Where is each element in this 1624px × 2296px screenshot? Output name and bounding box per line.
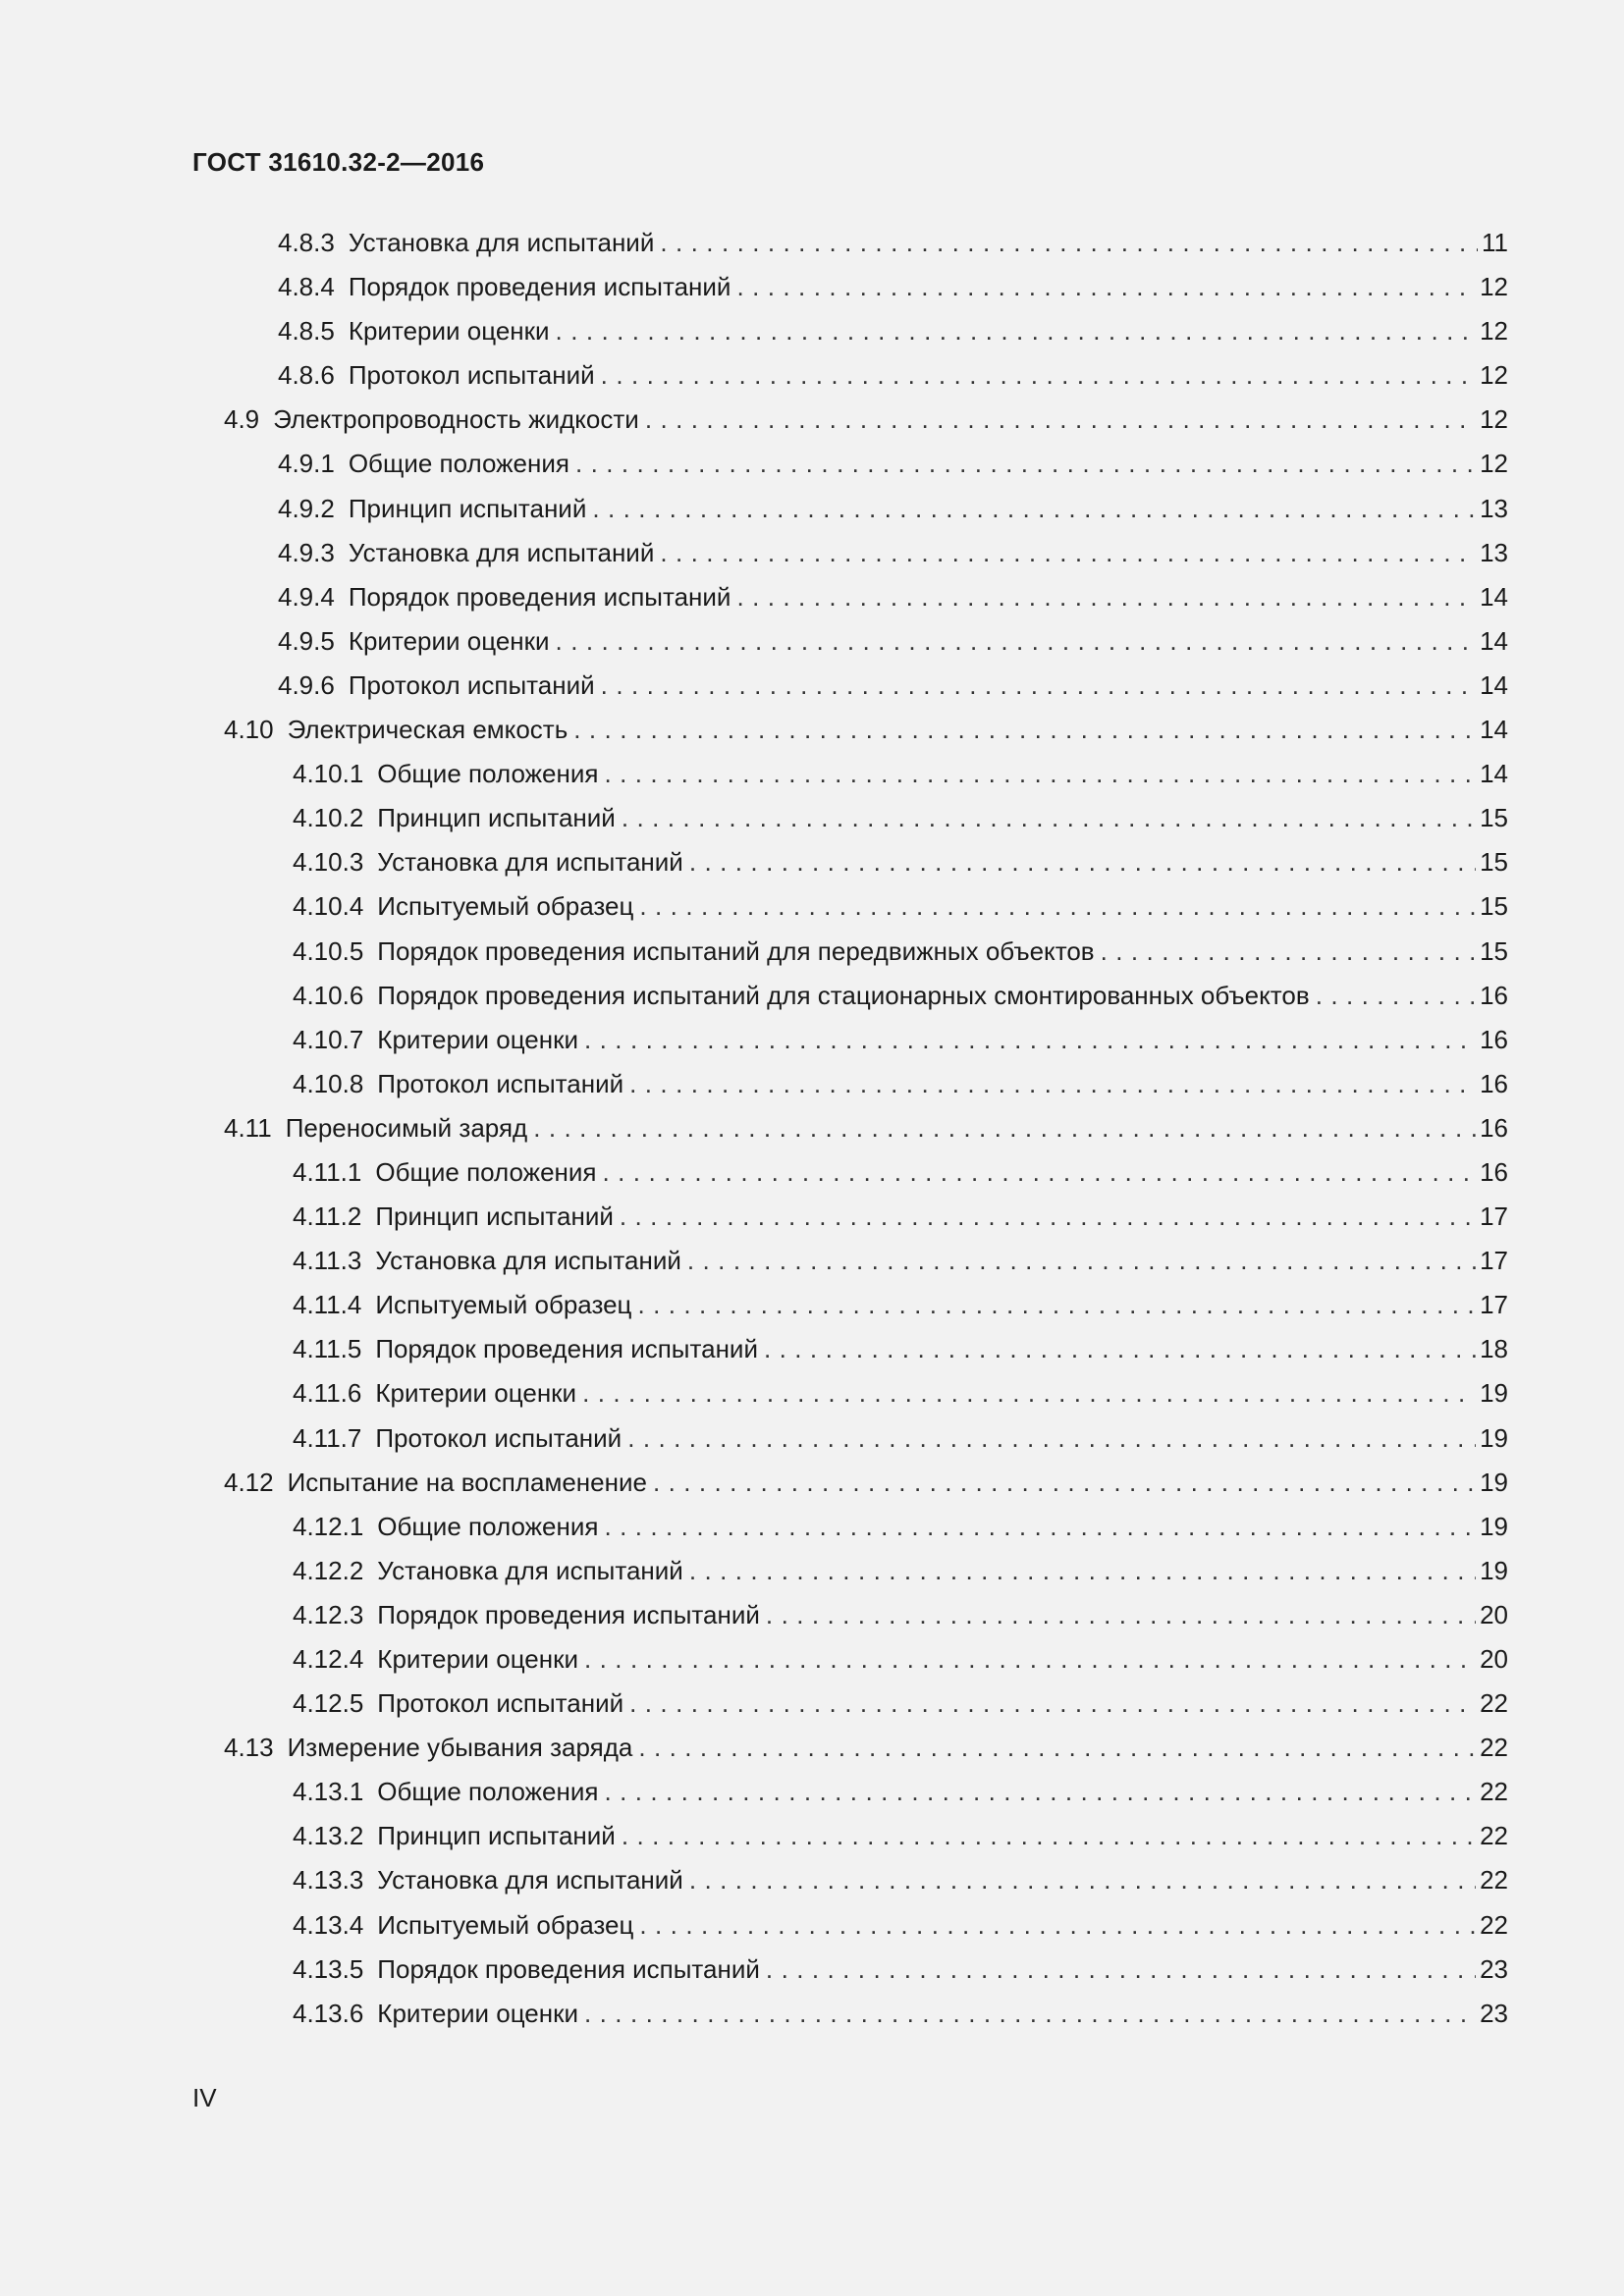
toc-dot-leader bbox=[573, 708, 1476, 752]
toc-entry[interactable] bbox=[192, 1814, 1508, 1858]
toc-entry[interactable] bbox=[192, 1327, 1508, 1371]
toc-entry-page: 16 bbox=[1480, 980, 1508, 1010]
toc-dot-leader bbox=[629, 1682, 1476, 1726]
toc-entry-page: 15 bbox=[1480, 803, 1508, 833]
toc-dot-leader bbox=[639, 1903, 1476, 1948]
toc-entry-number: 4.10.4 bbox=[293, 891, 364, 922]
toc-entry-page: 22 bbox=[1480, 1777, 1508, 1807]
toc-entry[interactable] bbox=[192, 664, 1508, 708]
toc-entry-page: 12 bbox=[1480, 360, 1508, 391]
toc-entry-page: 14 bbox=[1480, 715, 1508, 745]
toc-entry-page: 13 bbox=[1480, 537, 1508, 567]
toc-dot-leader bbox=[1316, 974, 1476, 1018]
toc-entry-number: 4.13.6 bbox=[293, 1998, 364, 2028]
toc-entry-number: 4.13.5 bbox=[293, 1953, 364, 1984]
toc-dot-leader bbox=[604, 1770, 1476, 1814]
toc-entry-number: 4.12 bbox=[224, 1467, 274, 1497]
toc-entry-number: 4.11 bbox=[224, 1112, 272, 1143]
toc-entry-title: Принцип испытаний bbox=[377, 803, 616, 833]
toc-entry-title: Порядок проведения испытаний bbox=[348, 272, 731, 302]
toc-entry-number: 4.8.3 bbox=[278, 228, 335, 257]
toc-entry-title: Установка для испытаний bbox=[377, 847, 683, 878]
toc-entry[interactable] bbox=[192, 575, 1508, 619]
toc-dot-leader bbox=[584, 1992, 1476, 2036]
toc-entry[interactable] bbox=[192, 487, 1508, 531]
toc-entry-title: Электрическая емкость bbox=[287, 715, 568, 745]
toc-dot-leader bbox=[620, 1195, 1476, 1239]
toc-dot-leader bbox=[637, 1283, 1476, 1327]
toc-entry-title: Установка для испытаний bbox=[375, 1246, 681, 1276]
toc-entry[interactable] bbox=[192, 1858, 1508, 1902]
toc-entry-number: 4.12.4 bbox=[293, 1644, 364, 1674]
toc-entry-page: 19 bbox=[1480, 1467, 1508, 1497]
toc-entry-page: 12 bbox=[1480, 272, 1508, 302]
toc-entry[interactable] bbox=[192, 265, 1508, 309]
toc-entry-title: Протокол испытаний bbox=[348, 360, 595, 391]
toc-entry-page: 16 bbox=[1480, 1156, 1508, 1187]
toc-entry[interactable] bbox=[192, 1948, 1508, 1992]
toc-entry-page: 15 bbox=[1480, 891, 1508, 922]
toc-entry-title: Критерии оценки bbox=[375, 1378, 577, 1409]
toc-dot-leader bbox=[575, 442, 1476, 486]
toc-entry[interactable] bbox=[192, 796, 1508, 840]
toc-entry-number: 4.9.2 bbox=[278, 493, 335, 523]
toc-entry-number: 4.10.3 bbox=[293, 847, 364, 878]
toc-entry-title: Переносимый заряд bbox=[285, 1112, 528, 1143]
toc-entry-title: Установка для испытаний bbox=[377, 1555, 683, 1585]
toc-entry[interactable] bbox=[192, 353, 1508, 398]
toc-entry[interactable] bbox=[192, 619, 1508, 664]
toc-entry-number: 4.10.5 bbox=[293, 935, 364, 966]
toc-entry[interactable] bbox=[192, 1062, 1508, 1106]
toc-dot-leader bbox=[639, 884, 1476, 929]
toc-dot-leader bbox=[556, 619, 1477, 664]
toc-entry-page: 16 bbox=[1480, 1068, 1508, 1098]
toc-entry-number: 4.11.4 bbox=[293, 1290, 362, 1320]
page-number: IV bbox=[192, 2083, 217, 2112]
toc-dot-leader bbox=[764, 1327, 1476, 1371]
toc-entry[interactable] bbox=[192, 1150, 1508, 1195]
toc-dot-leader bbox=[622, 796, 1476, 840]
toc-entry-page: 12 bbox=[1480, 449, 1508, 479]
toc-entry-title: Электропроводность жидкости bbox=[273, 404, 639, 435]
toc-entry[interactable] bbox=[192, 1461, 1508, 1505]
toc-dot-leader bbox=[689, 840, 1476, 884]
toc-dot-leader bbox=[689, 1549, 1476, 1593]
toc-entry-title: Протокол испытаний bbox=[377, 1688, 624, 1719]
toc-entry-title: Установка для испытаний bbox=[377, 1865, 683, 1896]
toc-dot-leader bbox=[584, 1637, 1476, 1682]
toc-entry-number: 4.10.2 bbox=[293, 803, 364, 833]
toc-entry[interactable] bbox=[192, 1992, 1508, 2036]
toc-dot-leader bbox=[689, 1858, 1476, 1902]
toc-entry-page: 22 bbox=[1480, 1821, 1508, 1851]
toc-entry-number: 4.12.1 bbox=[293, 1511, 364, 1541]
toc-dot-leader bbox=[622, 1814, 1476, 1858]
toc-entry-title: Общие положения bbox=[375, 1156, 597, 1187]
toc-entry-title: Протокол испытаний bbox=[377, 1068, 624, 1098]
toc-entry-page: 13 bbox=[1480, 493, 1508, 523]
toc-entry-number: 4.11.1 bbox=[293, 1156, 362, 1187]
toc-entry-title: Измерение убывания заряда bbox=[287, 1733, 633, 1763]
toc-entry-number: 4.8.4 bbox=[278, 272, 335, 302]
toc-entry-page: 17 bbox=[1480, 1290, 1508, 1320]
toc-entry-number: 4.11.6 bbox=[293, 1378, 362, 1409]
toc-entry-number: 4.9.3 bbox=[278, 537, 335, 567]
toc-dot-leader bbox=[638, 1726, 1476, 1770]
toc-entry[interactable] bbox=[192, 1505, 1508, 1549]
toc-entry-number: 4.8.6 bbox=[278, 360, 335, 391]
toc-dot-leader bbox=[687, 1239, 1476, 1283]
toc-dot-leader bbox=[766, 1593, 1476, 1637]
toc-dot-leader bbox=[604, 1505, 1476, 1549]
toc-entry-title: Порядок проведения испытаний bbox=[377, 1599, 760, 1629]
toc-entry-number: 4.13 bbox=[224, 1733, 274, 1763]
toc-entry-page: 19 bbox=[1480, 1378, 1508, 1409]
toc-entry-page: 22 bbox=[1480, 1733, 1508, 1763]
toc-entry-number: 4.10.8 bbox=[293, 1068, 364, 1098]
toc-entry-page: 11 bbox=[1482, 228, 1508, 257]
toc-dot-leader bbox=[584, 1018, 1476, 1062]
toc-dot-leader bbox=[660, 221, 1478, 265]
toc-entry-page: 15 bbox=[1480, 935, 1508, 966]
toc-entry-number: 4.13.2 bbox=[293, 1821, 364, 1851]
toc-entry[interactable] bbox=[192, 708, 1508, 752]
toc-entry[interactable] bbox=[192, 884, 1508, 929]
toc-entry-number: 4.13.4 bbox=[293, 1909, 364, 1940]
toc-dot-leader bbox=[629, 1062, 1476, 1106]
toc-entry-title: Общие положения bbox=[377, 1777, 599, 1807]
toc-entry[interactable] bbox=[192, 1549, 1508, 1593]
toc-entry-page: 15 bbox=[1480, 847, 1508, 878]
toc-entry-number: 4.12.3 bbox=[293, 1599, 364, 1629]
toc-entry[interactable] bbox=[192, 221, 1508, 265]
toc-entry-page: 19 bbox=[1480, 1555, 1508, 1585]
toc-entry-title: Принцип испытаний bbox=[375, 1201, 614, 1232]
toc-dot-leader bbox=[604, 752, 1476, 796]
toc-entry-title: Общие положения bbox=[348, 449, 569, 479]
toc-entry-title: Протокол испытаний bbox=[348, 669, 595, 700]
toc-entry[interactable] bbox=[192, 398, 1508, 442]
toc-entry-number: 4.10 bbox=[224, 715, 274, 745]
toc-entry-title: Критерии оценки bbox=[348, 625, 550, 656]
toc-entry-title: Испытуемый образец bbox=[377, 891, 634, 922]
toc-entry[interactable] bbox=[192, 1371, 1508, 1415]
toc-entry[interactable] bbox=[192, 309, 1508, 353]
toc-dot-leader bbox=[1101, 930, 1476, 974]
toc-entry-title: Порядок проведения испытаний для передвижных объектов bbox=[377, 935, 1095, 966]
toc-entry[interactable] bbox=[192, 1106, 1508, 1150]
toc-dot-leader bbox=[556, 309, 1477, 353]
toc-dot-leader bbox=[601, 664, 1476, 708]
toc-entry[interactable] bbox=[192, 1726, 1508, 1770]
toc-entry-title: Установка для испытаний bbox=[348, 228, 655, 257]
toc-entry-title: Порядок проведения испытаний bbox=[348, 581, 731, 612]
toc-entry-page: 16 bbox=[1480, 1112, 1508, 1143]
toc-entry-title: Установка для испытаний bbox=[348, 537, 655, 567]
toc-entry-number: 4.12.5 bbox=[293, 1688, 364, 1719]
toc-entry-number: 4.11.5 bbox=[293, 1334, 362, 1364]
toc-entry-title: Испытуемый образец bbox=[377, 1909, 634, 1940]
toc-entry[interactable] bbox=[192, 1903, 1508, 1948]
toc-entry-page: 20 bbox=[1480, 1644, 1508, 1674]
toc-entry[interactable] bbox=[192, 1018, 1508, 1062]
toc-entry-page: 22 bbox=[1480, 1688, 1508, 1719]
toc-entry-title: Общие положения bbox=[377, 1511, 599, 1541]
table-of-contents bbox=[192, 221, 1508, 2036]
toc-entry-title: Принцип испытаний bbox=[348, 493, 587, 523]
toc-entry-page: 19 bbox=[1480, 1511, 1508, 1541]
toc-entry-title: Критерии оценки bbox=[377, 1644, 579, 1674]
document-header: ГОСТ 31610.32-2—2016 bbox=[192, 147, 485, 177]
toc-entry-page: 17 bbox=[1480, 1246, 1508, 1276]
toc-dot-leader bbox=[533, 1106, 1476, 1150]
toc-entry-page: 23 bbox=[1480, 1998, 1508, 2028]
toc-dot-leader bbox=[601, 353, 1476, 398]
toc-entry-number: 4.9.6 bbox=[278, 669, 335, 700]
toc-dot-leader bbox=[603, 1150, 1477, 1195]
toc-entry[interactable] bbox=[192, 1770, 1508, 1814]
toc-entry[interactable] bbox=[192, 752, 1508, 796]
toc-entry[interactable] bbox=[192, 531, 1508, 575]
toc-entry-title: Порядок проведения испытаний для стационарных смонтированных объектов bbox=[377, 980, 1310, 1010]
toc-entry-page: 19 bbox=[1480, 1422, 1508, 1453]
toc-entry-title: Общие положения bbox=[377, 759, 599, 789]
toc-dot-leader bbox=[592, 487, 1476, 531]
toc-entry-number: 4.10.1 bbox=[293, 759, 364, 789]
toc-entry-page: 14 bbox=[1480, 669, 1508, 700]
toc-entry-title: Критерии оценки bbox=[348, 316, 550, 347]
toc-entry-title: Принцип испытаний bbox=[377, 1821, 616, 1851]
toc-dot-leader bbox=[766, 1948, 1476, 1992]
toc-entry-title: Протокол испытаний bbox=[375, 1422, 623, 1453]
toc-entry-title: Испытуемый образец bbox=[375, 1290, 632, 1320]
toc-entry-page: 22 bbox=[1480, 1909, 1508, 1940]
toc-entry-page: 14 bbox=[1480, 759, 1508, 789]
toc-entry-number: 4.11.3 bbox=[293, 1246, 362, 1276]
toc-entry[interactable] bbox=[192, 1637, 1508, 1682]
toc-entry[interactable] bbox=[192, 442, 1508, 486]
toc-dot-leader bbox=[645, 398, 1476, 442]
toc-entry-number: 4.9.5 bbox=[278, 625, 335, 656]
toc-entry[interactable] bbox=[192, 1682, 1508, 1726]
toc-entry-title: Порядок проведения испытаний bbox=[375, 1334, 758, 1364]
toc-entry-page: 12 bbox=[1480, 404, 1508, 435]
toc-entry[interactable] bbox=[192, 840, 1508, 884]
toc-entry-number: 4.10.7 bbox=[293, 1024, 364, 1054]
toc-entry-number: 4.9.4 bbox=[278, 581, 335, 612]
toc-entry-page: 17 bbox=[1480, 1201, 1508, 1232]
toc-entry-title: Критерии оценки bbox=[377, 1998, 579, 2028]
toc-entry-number: 4.8.5 bbox=[278, 316, 335, 347]
toc-entry-page: 20 bbox=[1480, 1599, 1508, 1629]
toc-entry-number: 4.9.1 bbox=[278, 449, 335, 479]
toc-dot-leader bbox=[653, 1461, 1476, 1505]
toc-entry-title: Испытание на воспламенение bbox=[287, 1467, 647, 1497]
toc-entry-number: 4.11.2 bbox=[293, 1201, 362, 1232]
toc-entry-number: 4.12.2 bbox=[293, 1555, 364, 1585]
toc-dot-leader bbox=[736, 265, 1476, 309]
toc-entry-title: Критерии оценки bbox=[377, 1024, 579, 1054]
toc-entry[interactable] bbox=[192, 1416, 1508, 1461]
toc-entry[interactable] bbox=[192, 974, 1508, 1018]
toc-dot-leader bbox=[660, 531, 1476, 575]
toc-entry-number: 4.10.6 bbox=[293, 980, 364, 1010]
toc-entry-number: 4.13.3 bbox=[293, 1865, 364, 1896]
toc-entry[interactable] bbox=[192, 1239, 1508, 1283]
toc-entry-number: 4.11.7 bbox=[293, 1422, 362, 1453]
toc-entry-number: 4.13.1 bbox=[293, 1777, 364, 1807]
toc-entry-page: 14 bbox=[1480, 581, 1508, 612]
toc-entry[interactable] bbox=[192, 930, 1508, 974]
toc-entry-page: 18 bbox=[1480, 1334, 1508, 1364]
toc-entry-page: 16 bbox=[1480, 1024, 1508, 1054]
toc-entry-number: 4.9 bbox=[224, 404, 260, 435]
toc-entry-title: Порядок проведения испытаний bbox=[377, 1953, 760, 1984]
toc-entry-page: 12 bbox=[1480, 316, 1508, 347]
toc-dot-leader bbox=[736, 575, 1476, 619]
toc-entry-page: 23 bbox=[1480, 1953, 1508, 1984]
toc-entry[interactable] bbox=[192, 1195, 1508, 1239]
toc-entry[interactable] bbox=[192, 1283, 1508, 1327]
toc-dot-leader bbox=[582, 1371, 1476, 1415]
toc-entry-page: 14 bbox=[1480, 625, 1508, 656]
toc-entry[interactable] bbox=[192, 1593, 1508, 1637]
toc-entry-page: 22 bbox=[1480, 1865, 1508, 1896]
toc-dot-leader bbox=[627, 1416, 1476, 1461]
